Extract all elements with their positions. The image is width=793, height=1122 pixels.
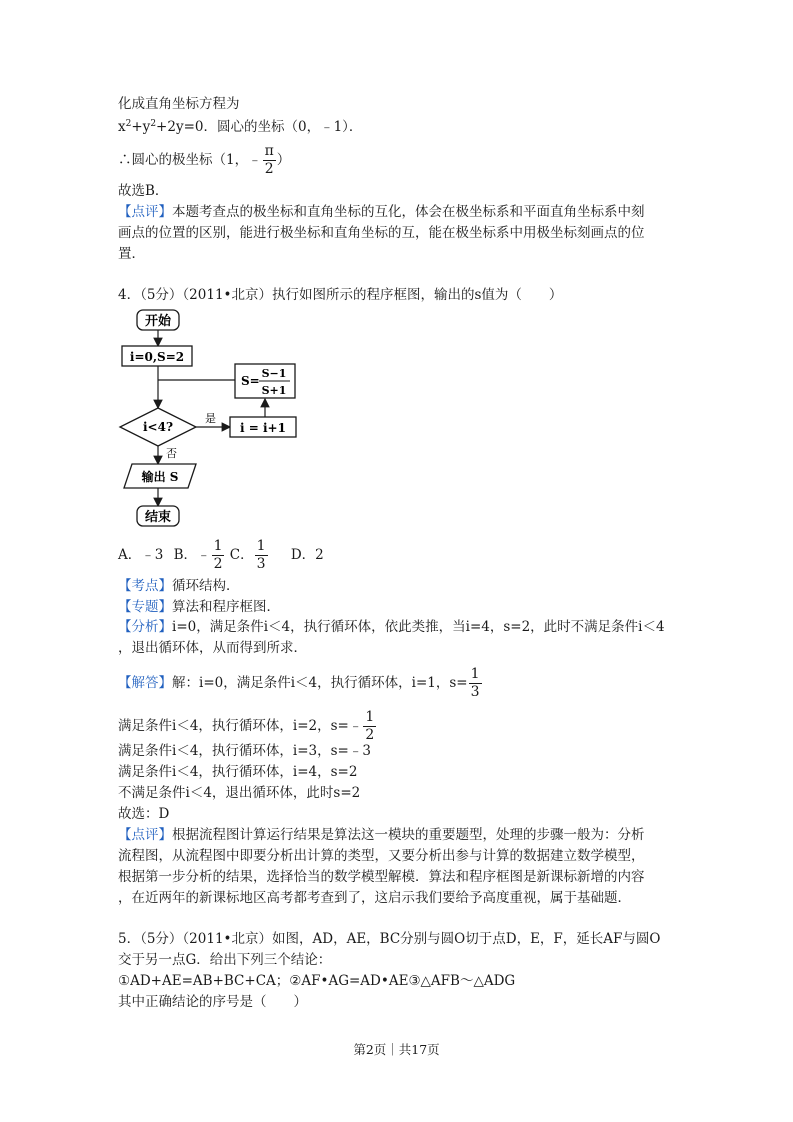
q4-jieda-line4: 满足条件i＜4，执行循环体，i=4，s=2 [118,764,358,780]
q4-fenxi-line1: 【分析】i=0，满足条件i＜4，执行循环体，依此类推，当i=4，s=2，此时不满足条件i＜4 [118,619,665,635]
q3-equation: $x^2+y^2+2y=0$．圆心的坐标（0，﹣1）． [118,119,363,135]
q4-options [118,538,324,573]
q5-line2: 交于另一点G．给出下列三个结论： [118,952,332,968]
output-label: 输出 S [141,470,179,484]
option-c: C． $\frac{1}{3}$ [229,538,266,572]
q4-jieda-line2: 满足条件i＜4，执行循环体，i=2，s=﹣ $\frac{1}{2}$ [118,709,375,743]
s-update-lhs: S= [241,374,260,388]
q3-comment-line1: 【点评】本题考查点的极坐标和直角坐标的互化，体会在极坐标系和平面直角坐标系中刻 [118,204,645,220]
q4-jieda-line3: 满足条件i＜4，执行循环体，i=3，s=﹣3 [118,743,371,759]
option-a: A．﹣3 [118,547,164,563]
q4-kaodian: 【考点】循环结构． [118,578,240,594]
start-label: 开始 [144,314,172,329]
q3-comment-line3: 置． [118,246,145,262]
increment-label: i = i+1 [240,421,286,435]
q5-line1: 5．（5分）（2011•北京）如图，AD，AE，BC分别与圆O切于点D，E，F，延长AF与圆O [118,931,661,947]
condition-label: i<4? [143,420,173,434]
s-update-num: S−1 [261,367,287,380]
yes-label: 是 [205,412,216,425]
pi-over-2-fraction: $\frac{\pi}{2}$ [264,143,274,177]
s-update-den: S+1 [261,384,287,397]
q4-answer: 故选：D [118,806,170,822]
q4-dianping-line3: 根据第一步分析的结果，选择恰当的数学模型解模．算法和程序框图是新课标新增的内容 [118,869,645,885]
q3-polar-center: ∴圆心的极坐标（1，﹣ $\frac{\pi}{2}$ ） [118,143,291,177]
no-label: 否 [166,447,177,460]
q3-line1: 化成直角坐标方程为 [118,96,240,112]
q3-comment-line2: 画点的位置的区别，能进行极坐标和直角坐标的互，能在极坐标系中用极坐标刻画点的位 [118,225,645,241]
q4-dianping-line2: 流程图，从流程图中即要分析出计算的类型，又要分析出参与计算的数据建立数学模型， [118,848,645,864]
q4-fenxi-line2: ，退出循环体，从而得到所求． [118,640,307,656]
q5-line3: ①AD+AE=AB+BC+CA；②AF•AG=AD•AE③△AFB～△ADG [118,973,516,989]
q4-dianping-line1: 【点评】根据流程图计算运行结果是算法这一模块的重要题型，处理的步骤一般为：分析 [118,827,645,843]
init-label: i=0,S=2 [129,350,185,364]
q5-line4: 其中正确结论的序号是（ ） [118,994,307,1010]
q4-zhuanti: 【专题】算法和程序框图． [118,599,280,615]
q4-dianping-line4: ，在近两年的新课标地区高考都考查到了，这启示我们要给予高度重视，属于基础题． [118,890,631,906]
end-label: 结束 [144,510,172,525]
program-flowchart [110,306,310,532]
option-b: B．﹣ $\frac{1}{2}$ [173,538,223,572]
q3-answer: 故选B． [118,183,169,199]
q4-stem: 4．（5分）（2011•北京）执行如图所示的程序框图，输出的s值为（ ） [118,287,563,303]
option-d: D．2 [290,547,324,563]
q4-jieda-line1: 【解答】解：i=0，满足条件i＜4，执行循环体，i=1，s= $\frac{1}{3}$ [118,666,480,700]
q4-jieda-line5: 不满足条件i＜4，退出循环体，此时s=2 [118,785,361,801]
page-footer: 第2页｜共17页 [353,1042,440,1057]
